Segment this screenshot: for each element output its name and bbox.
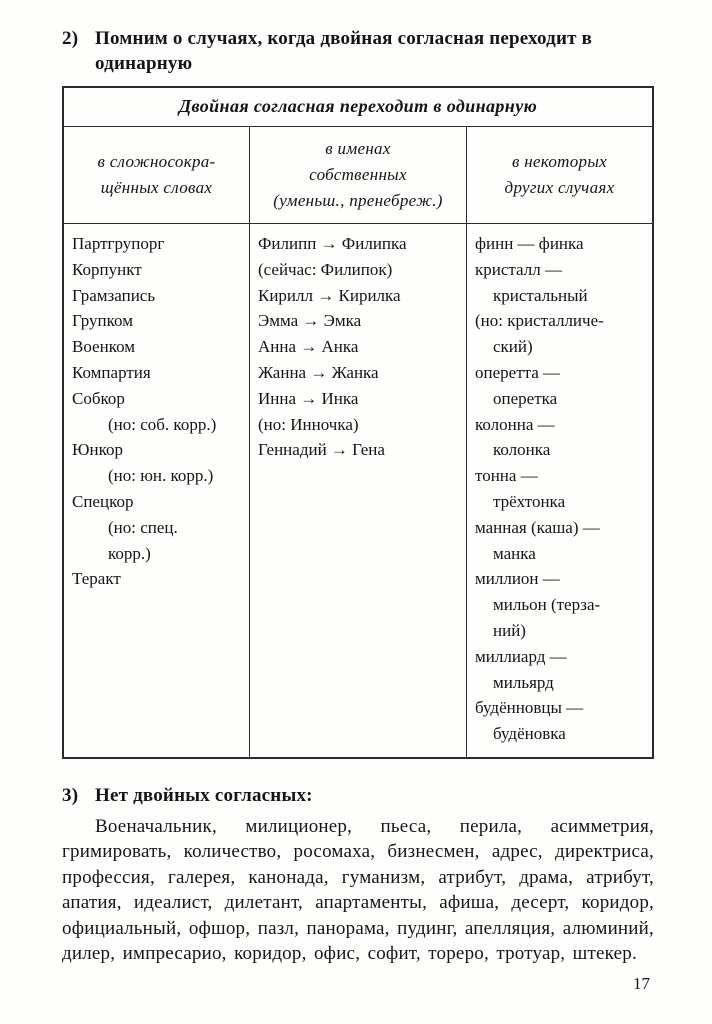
table-cell-line: (но: Инночка) — [258, 414, 359, 434]
table-cell-line: будёновка — [493, 724, 566, 744]
section-2-marker: 2) — [62, 28, 79, 49]
word-list-paragraph: Военачальник, милиционер, пьеса, перила, асимметрия, гримировать, количество, росомаха, бизнесмен, адрес, директриса, профессия, галерея, канонада, гуманизм, атрибут, драма, атрибут, апатия, идеалист, дилетант, апартаменты, афиша, десерт, коридор, официальный, офшор, пазл, панорама, пудинг, апелляция, алюминий, дилер, импресарио, коридор, офис, софит, тореро, тротуар, штекер. — [62, 815, 654, 965]
header-cell-other-cases — [467, 127, 652, 223]
table-cell-line: манка — [493, 543, 536, 563]
table-cell-line: Инна → Инка — [258, 388, 359, 408]
table-cell-line: Партгрупорг — [72, 234, 165, 253]
table-cell-line: мильярд — [493, 672, 554, 692]
table-cell-line: Компартия — [72, 362, 151, 382]
table-cell-line: Кирилл → Кирилка — [258, 285, 401, 305]
table-cell-line: Теракт — [72, 569, 121, 589]
table-cell-line: Спецкор — [72, 491, 134, 511]
section-2-title: Помним о случаях, когда двойная согласная переходит в одинарную — [95, 28, 593, 74]
section-3-title: Нет двойных согласных: — [95, 784, 313, 806]
table-cell-line: будённовцы — — [475, 698, 584, 718]
table-cell-line: колонка — [493, 440, 551, 460]
double-consonant-table — [62, 86, 654, 759]
table-cell-line: оперетта — — [475, 362, 561, 382]
table-cell-line: финн — финка — [475, 234, 584, 253]
table-cell-line: Геннадий → Гена — [258, 440, 385, 460]
table-cell-line: Жанна → Жанка — [258, 362, 379, 382]
table-cell-line: колонна — — [475, 414, 555, 434]
table-cell-line: Анна → Анка — [258, 337, 359, 357]
header-cell-abbreviations — [64, 127, 250, 223]
table-cell-line: трёхтонка — [493, 491, 566, 511]
header-line: щённых словах — [100, 178, 213, 197]
header-line: других случаях — [504, 178, 615, 197]
table-cell-line: Эмма → Эмка — [258, 311, 362, 331]
header-line: в некоторых — [511, 152, 608, 171]
table-cell-line: Групком — [72, 311, 133, 331]
table-cell-line: Юнкор — [72, 440, 123, 460]
header-line: собственных — [309, 165, 407, 184]
table-cell-line: (но: соб. корр.) — [108, 414, 217, 434]
section-3-marker: 3) — [62, 784, 79, 806]
table-cell-line: ский) — [493, 337, 533, 357]
table-cell-line: (но: кристалличе- — [475, 311, 604, 331]
section-3-heading — [62, 783, 654, 808]
table-cell-line: кристальный — [493, 285, 588, 305]
header-line: в именах — [325, 139, 391, 158]
table-cell-line: Грамзапись — [72, 285, 156, 305]
table-body-row — [64, 224, 652, 757]
table-title: Двойная согласная переходит в одинарную — [64, 88, 652, 127]
column-proper-names — [250, 224, 467, 757]
table-cell-line: ний) — [493, 620, 526, 640]
table-cell-line: Собкор — [72, 388, 125, 408]
table-cell-line: Филипп → Филипка — [258, 234, 407, 253]
table-cell-line: мильон (терза- — [493, 595, 601, 615]
header-cell-proper-names — [250, 127, 467, 223]
header-line: в сложносокра- — [97, 152, 216, 171]
column-abbreviations — [64, 224, 250, 757]
table-cell-line: Корпункт — [72, 259, 142, 279]
table-cell-line: оперетка — [493, 388, 558, 408]
table-cell-line: манная (каша) — — [475, 517, 600, 537]
table-cell-line: (но: спец. — [108, 517, 178, 537]
page-number: 17 — [633, 974, 650, 993]
table-cell-line: кристалл — — [475, 259, 562, 279]
table-cell-line: миллион — — [475, 569, 560, 589]
table-cell-line: (сейчас: Филипок) — [258, 259, 393, 279]
table-cell-line: корр.) — [108, 543, 151, 563]
table-cell-line: миллиард — — [475, 646, 567, 666]
table-cell-line: тонна — — [475, 466, 538, 486]
table-header-row — [64, 127, 652, 224]
table-cell-line: (но: юн. корр.) — [108, 466, 214, 486]
section-2-heading — [62, 26, 654, 76]
column-other-cases — [467, 224, 652, 757]
table-cell-line: Военком — [72, 337, 136, 357]
header-line: (уменьш., пренебреж.) — [273, 191, 443, 210]
